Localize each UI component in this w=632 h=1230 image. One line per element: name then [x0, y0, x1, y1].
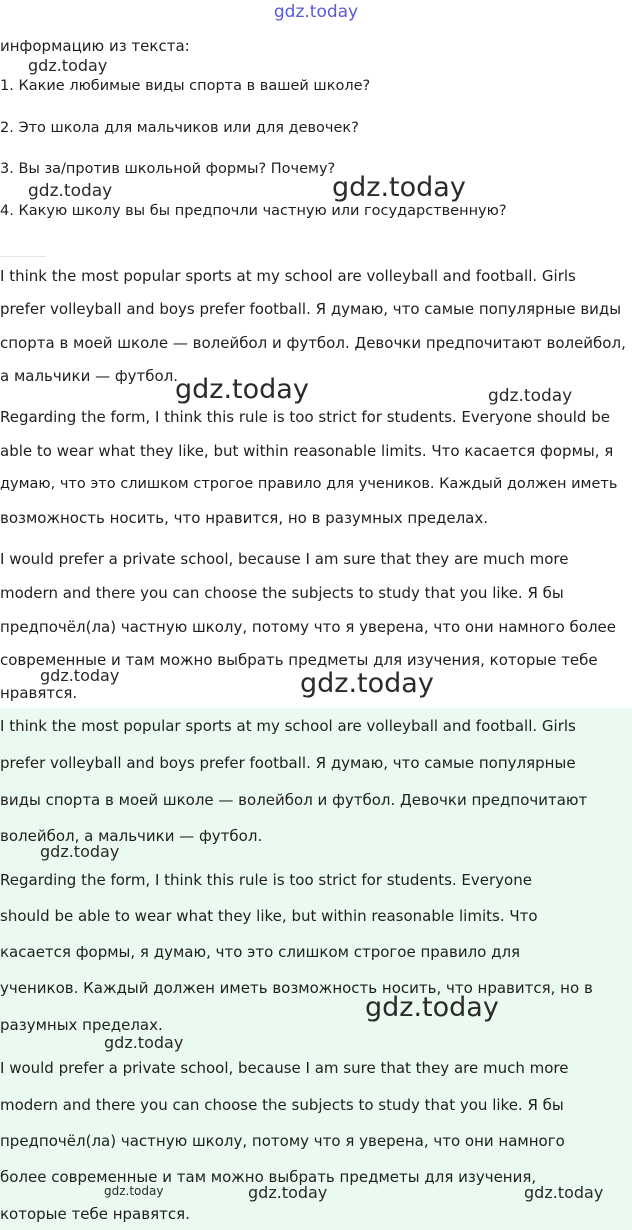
question-1: 1. Какие любимые виды спорта в вашей школе?: [0, 78, 371, 94]
answer1-line: I would prefer a private school, because I am sure that they are much more: [0, 550, 569, 568]
question-4: 4. Какую школу вы бы предпочли частную или государственную?: [0, 203, 507, 219]
answer2-line: should be able to wear what they like, but within reasonable limits. Что: [0, 907, 538, 925]
watermark: gdz.today: [365, 992, 499, 1023]
watermark: gdz.today: [175, 374, 309, 405]
watermark: gdz.today: [332, 172, 466, 203]
watermark: gdz.today: [300, 668, 434, 699]
answer1-line: Regarding the form, I think this rule is too strict for students. Everyone should be: [0, 408, 610, 426]
watermark: gdz.today: [28, 56, 108, 75]
answer2-line: касается формы, я думаю, что это слишком строгое правило для: [0, 943, 521, 961]
answer2-line: I would prefer a private school, because I am sure that they are much more: [0, 1059, 569, 1077]
intro-text: информацию из текста:: [0, 37, 190, 55]
header-watermark: gdz.today: [273, 2, 359, 22]
answer2-line: учеников. Каждый должен иметь возможность носить, что нравится, но в: [0, 979, 593, 997]
question-2: 2. Это школа для мальчиков или для девочек?: [0, 120, 359, 136]
answer1-line: предпочёл(ла) частную школу, потому что я уверена, что они намного более: [0, 618, 616, 636]
answer2-line: prefer volleyball and boys prefer football. Я думаю, что самые популярные: [0, 754, 576, 772]
watermark: gdz.today: [104, 1184, 164, 1198]
divider: [0, 256, 46, 257]
answer2-line: более современные и там можно выбрать предметы для изучения,: [0, 1168, 537, 1186]
answer2-line: которые тебе нравятся.: [0, 1205, 190, 1223]
answer1-line: думаю, что это слишком строгое правило для учеников. Каждый должен иметь: [0, 476, 618, 492]
watermark: gdz.today: [248, 1183, 328, 1202]
answer1-line: современные и там можно выбрать предметы для изучения, которые тебе: [0, 651, 598, 669]
watermark: gdz.today: [28, 181, 113, 201]
answer1-line: спорта в моей школе — волейбол и футбол. Девочки предпочитают волейбол,: [0, 334, 626, 352]
answer1-line: modern and there you can choose the subjects to study that you like. Я бы: [0, 584, 564, 602]
answer2-line: разумных пределах.: [0, 1016, 163, 1034]
watermark: gdz.today: [40, 666, 120, 685]
answer2-line: I think the most popular sports at my school are volleyball and football. Girls: [0, 717, 576, 735]
watermark: gdz.today: [40, 842, 120, 861]
question-3: 3. Вы за/против школьной формы? Почему?: [0, 161, 336, 177]
answer1-line: I think the most popular sports at my school are volleyball and football. Girls: [0, 267, 576, 285]
answer1-line: prefer volleyball and boys prefer football. Я думаю, что самые популярные виды: [0, 300, 622, 318]
answer1-line: able to wear what they like, but within reasonable limits. Что касается формы, я: [0, 442, 614, 460]
answer-highlight-block: [0, 708, 632, 1230]
watermark: gdz.today: [524, 1183, 604, 1202]
answer1-line: возможность носить, что нравится, но в разумных пределах.: [0, 509, 488, 527]
answer1-line: нравятся.: [0, 684, 78, 702]
watermark: gdz.today: [488, 386, 573, 406]
answer2-line: волейбол, а мальчики — футбол.: [0, 827, 263, 845]
answer2-line: виды спорта в моей школе — волейбол и футбол. Девочки предпочитают: [0, 791, 588, 809]
answer2-line: предпочёл(ла) частную школу, потому что я уверена, что они намного: [0, 1132, 565, 1150]
answer2-line: modern and there you can choose the subjects to study that you like. Я бы: [0, 1096, 564, 1114]
answer1-line: а мальчики — футбол.: [0, 367, 179, 385]
answer2-line: Regarding the form, I think this rule is too strict for students. Everyone: [0, 871, 532, 889]
watermark: gdz.today: [104, 1033, 184, 1052]
